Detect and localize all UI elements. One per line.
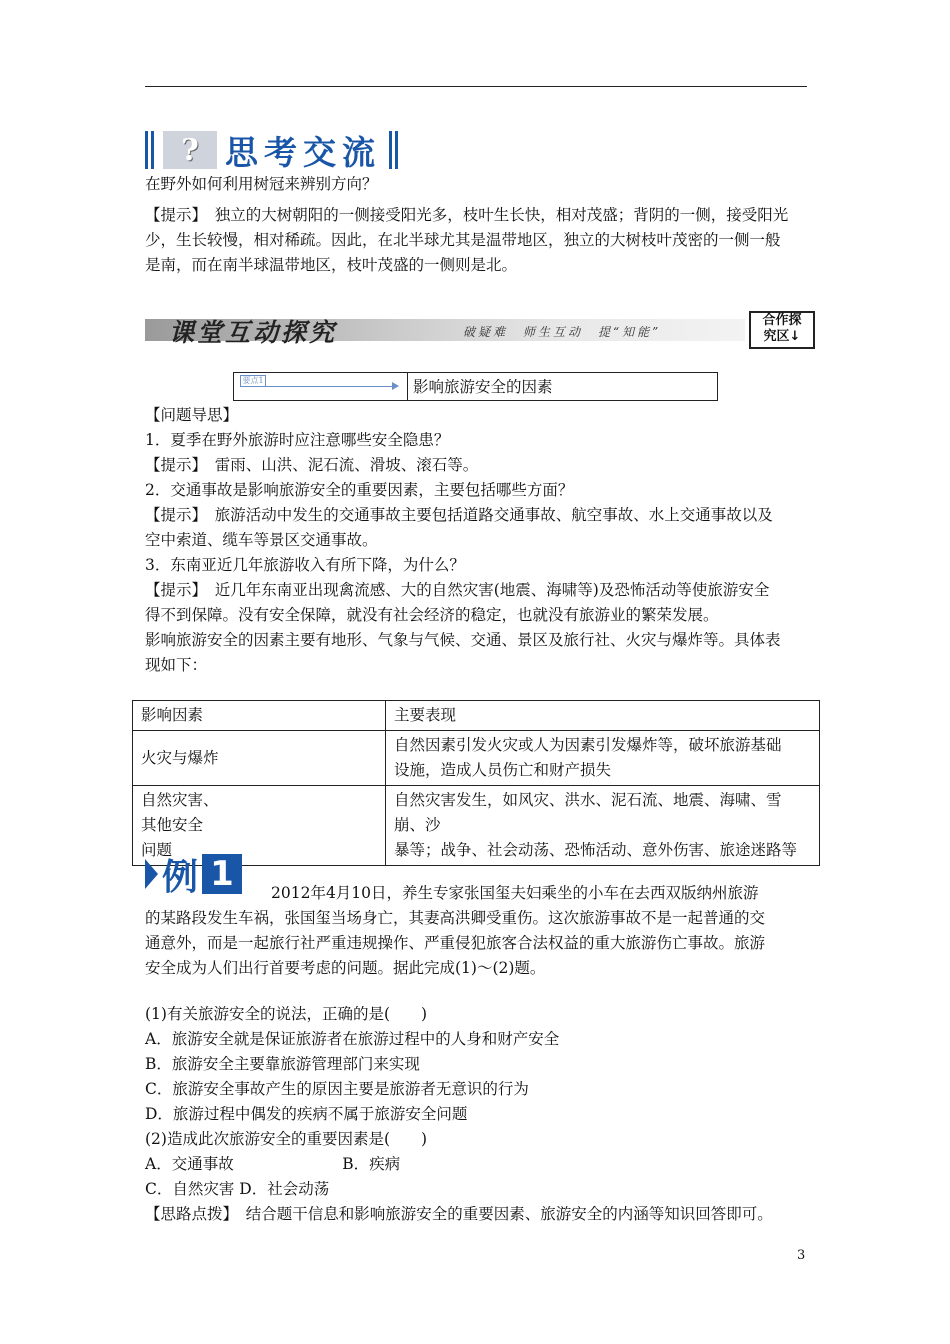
arrow-line-icon <box>264 386 394 387</box>
table-header-cell: 影响因素 <box>133 701 386 731</box>
example-line: 的某路段发生车祸，张国玺当场身亡，其妻高洪卿受重伤。这次旅游事故不是一起普通的交 <box>145 909 766 927</box>
example-option: A．旅游安全就是保证旅游者在旅游过程中的人身和财产安全 <box>145 1030 560 1048</box>
table-cell-desc <box>386 786 820 866</box>
page-number: 3 <box>797 1248 806 1263</box>
table-cell-desc <box>386 731 820 786</box>
example-question: (1)有关旅游安全的说法，正确的是( ) <box>145 1005 428 1023</box>
example-option: C．旅游安全事故产生的原因主要是旅游者无意识的行为 <box>145 1080 529 1098</box>
example-question: (2)造成此次旅游安全的重要因素是( ) <box>145 1130 428 1148</box>
guide-line: 得不到保障。没有安全保障，就没有社会经济的稳定，也就没有旅游业的繁荣发展。 <box>145 606 719 624</box>
guide-line: 【提示】 近几年东南亚出现禽流感、大的自然灾害(地震、海啸等)及恐怖活动等使旅游安全 <box>145 581 770 599</box>
guide-line: 1．夏季在野外旅游时应注意哪些安全隐患？ <box>145 431 450 449</box>
topic-title: 影响旅游安全的因素 <box>413 378 553 396</box>
table-header-cell: 主要表现 <box>386 701 820 731</box>
example-option: B．旅游安全主要靠旅游管理部门来实现 <box>145 1055 420 1073</box>
factor-text: 其他安全 <box>141 816 204 834</box>
think-question: 在野外如何利用树冠来辨别方向？ <box>145 175 378 193</box>
guide-line: 【提示】 雷雨、山洪、泥石流、滑坡、滚石等。 <box>145 456 479 474</box>
banner-bar-right-2 <box>395 131 398 169</box>
class-section-header <box>145 311 807 347</box>
think-hint-line: 少，生长较慢，相对稀疏。因此，在北半球尤其是温带地区，独立的大树枝叶茂密的一侧一般 <box>145 231 781 249</box>
class-section-subtitle: 破疑难 师生互动 提“知能” <box>463 325 662 339</box>
factor-text: 火灾与爆炸 <box>141 748 219 767</box>
example-word: 例 <box>162 856 199 898</box>
topic-tag: 要点1 <box>240 375 266 387</box>
class-section-title: 课堂互动探究 <box>169 318 338 347</box>
think-banner <box>145 130 401 170</box>
example-line: 安全成为人们出行首要考虑的问题。据此完成(1)～(2)题。 <box>145 959 546 977</box>
example-hint: 【思路点拨】 结合题干信息和影响旅游安全的重要因素、旅游安全的内涵等知识回答即可。 <box>145 1205 773 1223</box>
guide-line: 2．交通事故是影响旅游安全的重要因素，主要包括哪些方面？ <box>145 481 574 499</box>
factor-text: 问题 <box>141 841 173 859</box>
example-line: 2012年4月10日，养生专家张国玺夫妇乘坐的小车在去西双版纳州旅游 <box>271 884 759 902</box>
think-hint-line: 是南，而在南半球温带地区，枝叶茂盛的一侧则是北。 <box>145 256 518 274</box>
example-number: 1 <box>202 854 242 894</box>
example-option: A．交通事故 B．疾病 <box>145 1155 401 1173</box>
cooperative-zone-line2: 究区↓ <box>763 329 801 344</box>
banner-bar-right <box>389 131 392 169</box>
example-badge <box>145 853 255 898</box>
banner-bar-left-2 <box>151 131 154 169</box>
table-row <box>133 731 820 786</box>
top-rule <box>145 86 807 87</box>
cooperative-zone-box <box>749 311 815 349</box>
guide-line: 3．东南亚近几年旅游收入有所下降，为什么？ <box>145 556 465 574</box>
guide-line: 空中索道、缆车等景区交通事故。 <box>145 531 378 549</box>
desc-text: 自然因素引发火灾或人为因素引发爆炸等，破坏旅游基础 <box>394 736 782 754</box>
guide-heading: 【问题导思】 <box>145 406 239 424</box>
triangle-icon <box>145 859 158 889</box>
think-hint-line: 【提示】 独立的大树朝阳的一侧接受阳光多，枝叶生长快，相对茂盛；背阴的一侧，接受阳光 <box>145 206 789 224</box>
topic-box <box>233 372 718 401</box>
guide-line: 【提示】 旅游活动中发生的交通事故主要包括道路交通事故、航空事故、水上交通事故以及 <box>145 506 773 524</box>
arrow-head-icon <box>392 382 399 390</box>
example-option: D．旅游过程中偶发的疾病不属于旅游安全问题 <box>145 1105 468 1123</box>
guide-line: 现如下： <box>145 656 208 674</box>
guide-line: 影响旅游安全的因素主要有地形、气象与气候、交通、景区及旅行社、火灾与爆炸等。具体表 <box>145 631 781 649</box>
table-header-row <box>133 701 820 731</box>
table-cell-factor <box>133 731 386 786</box>
desc-text: 自然灾害发生，如风灾、洪水、泥石流、地震、海啸、雪崩、沙 <box>394 791 782 834</box>
think-title: 思考交流 <box>225 132 381 172</box>
question-mark-icon: ? <box>163 131 217 169</box>
example-option: C．自然灾害 D．社会动荡 <box>145 1180 330 1198</box>
cooperative-zone-line1: 合作探 <box>762 313 802 328</box>
factor-text: 自然灾害、 <box>141 791 219 809</box>
banner-bar-left <box>145 131 148 169</box>
factor-table <box>132 700 820 866</box>
desc-text: 设施，造成人员伤亡和财产损失 <box>394 761 612 779</box>
desc-text: 暴等；战争、社会动荡、恐怖活动、意外伤害、旅途迷路等 <box>394 841 798 859</box>
topic-divider <box>407 373 408 400</box>
example-line: 通意外，而是一起旅行社严重违规操作、严重侵犯旅客合法权益的重大旅游伤亡事故。旅游 <box>145 934 766 952</box>
